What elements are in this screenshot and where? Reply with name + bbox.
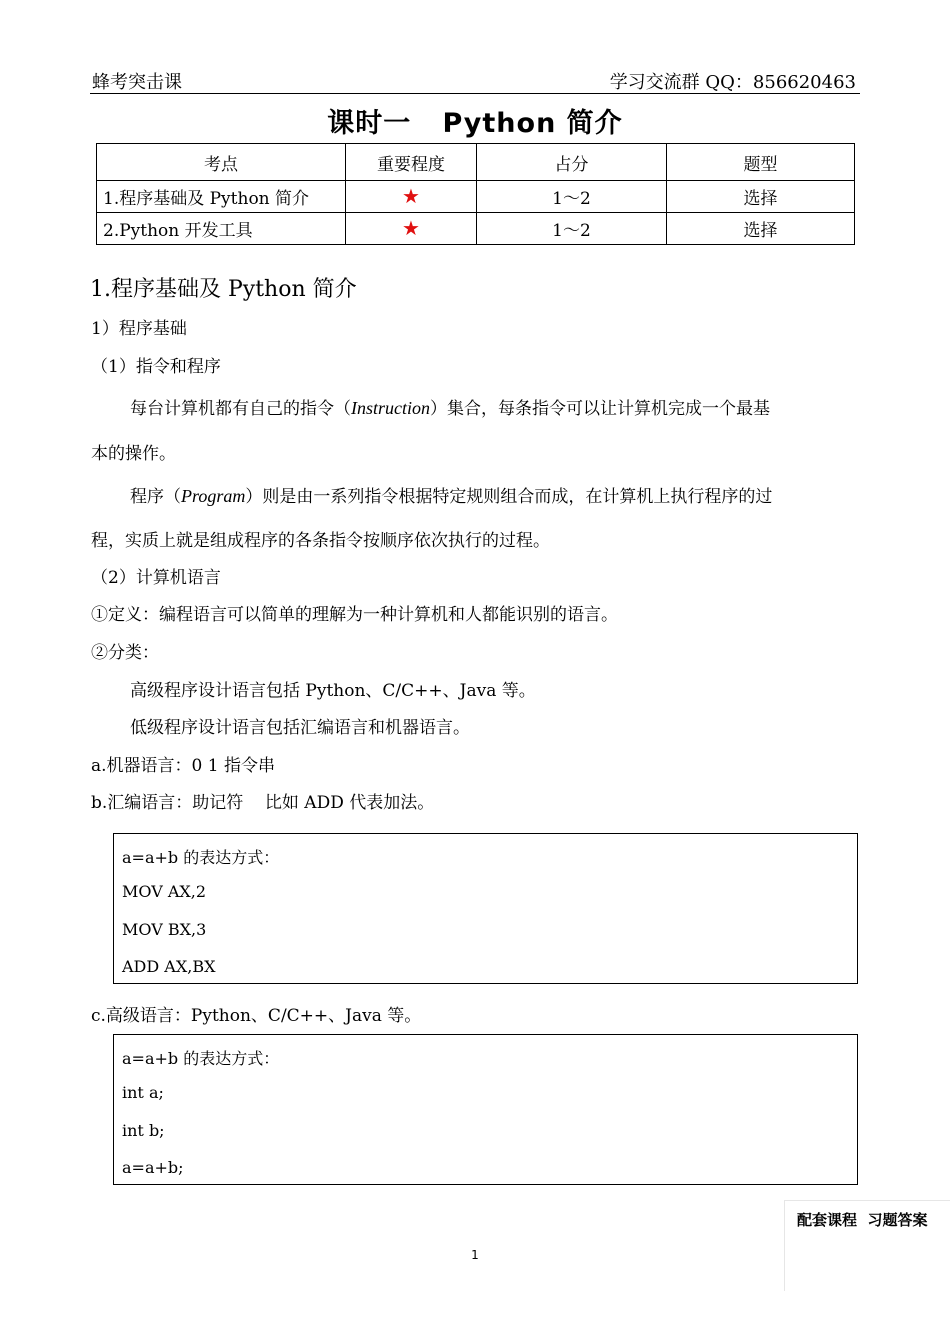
table-row bbox=[97, 181, 855, 213]
paragraph-program-cont: 程，实质上就是组成程序的各条指令按顺序依次执行的过程。 bbox=[91, 531, 550, 551]
code-line: a=a+b; bbox=[122, 1158, 184, 1177]
definition-line: ①定义：编程语言可以简单的理解为一种计算机和人都能识别的语言。 bbox=[91, 605, 618, 625]
paragraph-program: 程序（Program）则是由一系列指令根据特定规则组合而成，在计算机上执行程序的过 bbox=[130, 486, 773, 507]
cell-score: 1～2 bbox=[477, 181, 667, 213]
high-level-line: 高级程序设计语言包括 Python、C/C++、Java 等。 bbox=[130, 681, 536, 701]
term-instruction: Instruction bbox=[351, 398, 430, 418]
code-line: int a; bbox=[122, 1083, 164, 1102]
code-line: ADD AX,BX bbox=[122, 957, 216, 976]
subheading-computer-language: （2）计算机语言 bbox=[91, 568, 221, 588]
star-icon: ★ bbox=[402, 183, 420, 208]
high-level-language-line: c.高级语言：Python、C/C++、Java 等。 bbox=[91, 1006, 422, 1026]
assembly-language-line: b.汇编语言：助记符 比如 ADD 代表加法。 bbox=[91, 793, 435, 813]
low-level-line: 低级程序设计语言包括汇编语言和机器语言。 bbox=[130, 718, 470, 738]
section-heading: 1.程序基础及 Python 简介 bbox=[90, 277, 357, 302]
table-header-row bbox=[97, 144, 855, 181]
col-header-score: 占分 bbox=[477, 144, 667, 181]
page-number: 1 bbox=[471, 1248, 479, 1262]
col-header-type: 题型 bbox=[667, 144, 855, 181]
page-title: 课时一 Python 简介 bbox=[327, 108, 623, 139]
code-line: MOV BX,3 bbox=[122, 920, 207, 939]
code-line: MOV AX,2 bbox=[122, 882, 207, 901]
machine-language-line: a.机器语言：0 1 指令串 bbox=[91, 756, 275, 776]
star-icon: ★ bbox=[402, 215, 420, 240]
paragraph-instruction-cont: 本的操作。 bbox=[91, 444, 176, 464]
col-header-topic: 考点 bbox=[97, 144, 346, 181]
exam-points-table bbox=[96, 143, 855, 245]
course-answers-link[interactable]: 配套课程 习题答案 bbox=[797, 1211, 928, 1229]
paragraph-instruction: 每台计算机都有自己的指令（Instruction）集合，每条指令可以让计算机完成一个最基 bbox=[130, 398, 770, 419]
classification-line: ②分类： bbox=[91, 643, 159, 663]
code-line: int b; bbox=[122, 1121, 165, 1140]
cell-topic: 1.程序基础及 Python 简介 bbox=[97, 181, 346, 213]
table-row bbox=[97, 213, 855, 245]
cell-topic: 2.Python 开发工具 bbox=[97, 213, 346, 245]
cell-score: 1～2 bbox=[477, 213, 667, 245]
code-line: a=a+b 的表达方式： bbox=[122, 848, 280, 867]
term-program: Program bbox=[181, 486, 246, 506]
header-right: 学习交流群 QQ：856620463 bbox=[609, 72, 856, 93]
high-level-code-box bbox=[113, 1034, 858, 1185]
subheading-instructions: （1）指令和程序 bbox=[91, 357, 221, 377]
header-divider bbox=[90, 93, 860, 94]
subheading-program-basics: 1）程序基础 bbox=[91, 319, 187, 339]
code-line: a=a+b 的表达方式： bbox=[122, 1049, 280, 1068]
assembly-code-box bbox=[113, 833, 858, 984]
col-header-importance: 重要程度 bbox=[346, 144, 477, 181]
cell-type: 选择 bbox=[667, 213, 855, 245]
header-left: 蜂考突击课 bbox=[92, 72, 182, 93]
cell-type: 选择 bbox=[667, 181, 855, 213]
